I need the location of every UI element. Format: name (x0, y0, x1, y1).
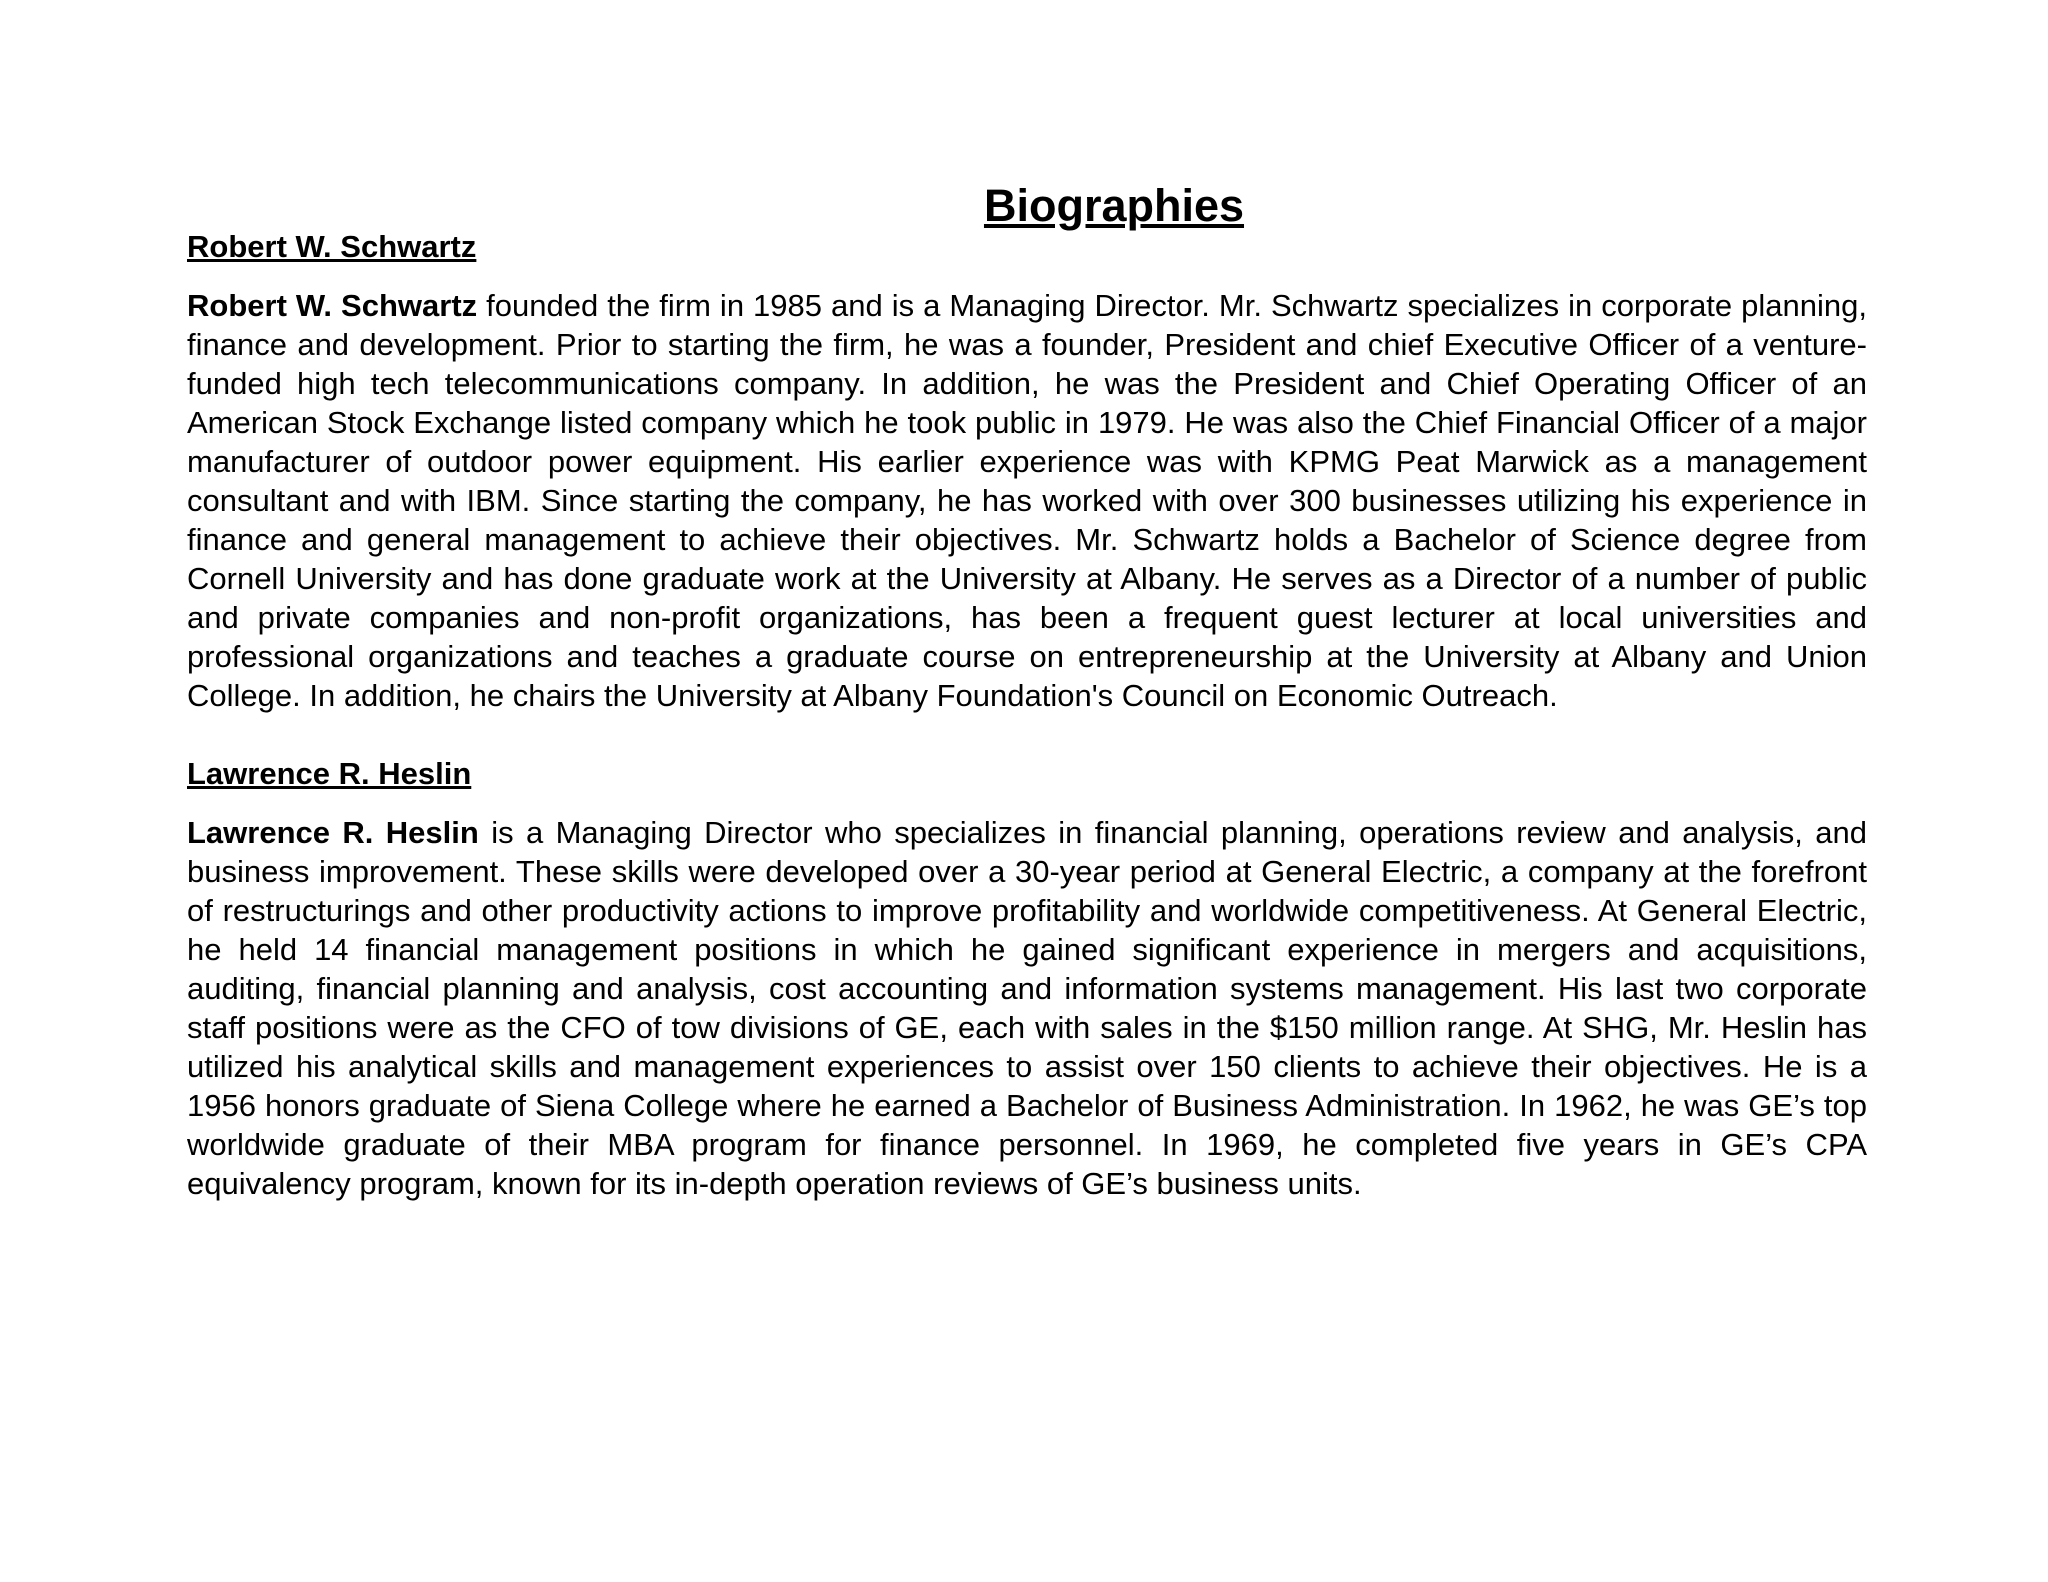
bio-body-text: founded the firm in 1985 and is a Managing Director. Mr. Schwartz specializes in corporate planning, finance and development. Prior to starting the firm, he was a founder, President and chief Executive Officer of a venture-funded high tech telecommunications company. In addition, he was the President and Chief Operating Officer of an American Stock Exchange listed company which he took public in 1979. He was also the Chief Financial Officer of a major manufacturer of outdoor power equipment. His earlier experience was with KPMG Peat Marwick as a management consultant and with IBM. Since starting the company, he has worked with over 300 businesses utilizing his experience in finance and general management to achieve their objectives. Mr. Schwartz holds a Bachelor of Science degree from Cornell University and has done graduate work at the University at Albany. He serves as a Director of a number of public and private companies and non-profit organizations, has been a frequent guest lecturer at local universities and professional organizations and teaches a graduate course on entrepreneurship at the University at Albany and Union College. In addition, he chairs the University at Albany Foundation's Council on Economic Outreach. (187, 288, 1867, 713)
page-title: Biographies (983, 180, 1245, 231)
bio-name: Robert W. Schwartz (187, 288, 478, 323)
bio-heading: Lawrence R. Heslin (187, 756, 472, 791)
bio-paragraph (187, 286, 1867, 715)
bio-heading: Robert W. Schwartz (187, 229, 477, 264)
document-page (187, 180, 1867, 1203)
bio-section-schwartz (187, 228, 1867, 715)
bio-body-text: is a Managing Director who specializes in financial planning, operations review and analysis, and business improvement. These skills were developed over a 30-year period at General Electric, a company at the forefront of restructurings and other productivity actions to improve profitability and worldwide competitiveness. At General Electric, he held 14 financial management positions in which he gained significant experience in mergers and acquisitions, auditing, financial planning and analysis, cost accounting and information systems management. His last two corporate staff positions were as the CFO of tow divisions of GE, each with sales in the $150 million range. At SHG, Mr. Heslin has utilized his analytical skills and management experiences to assist over 150 clients to achieve their objectives. He is a 1956 honors graduate of Siena College where he earned a Bachelor of Business Administration. In 1962, he was GE’s top worldwide graduate of their MBA program for finance personnel. In 1969, he completed five years in GE’s CPA equivalency program, known for its in-depth operation reviews of GE’s business units. (187, 815, 1867, 1201)
bio-paragraph (187, 813, 1867, 1203)
bio-section-heslin (187, 755, 1867, 1203)
bio-name: Lawrence R. Heslin (187, 815, 479, 850)
